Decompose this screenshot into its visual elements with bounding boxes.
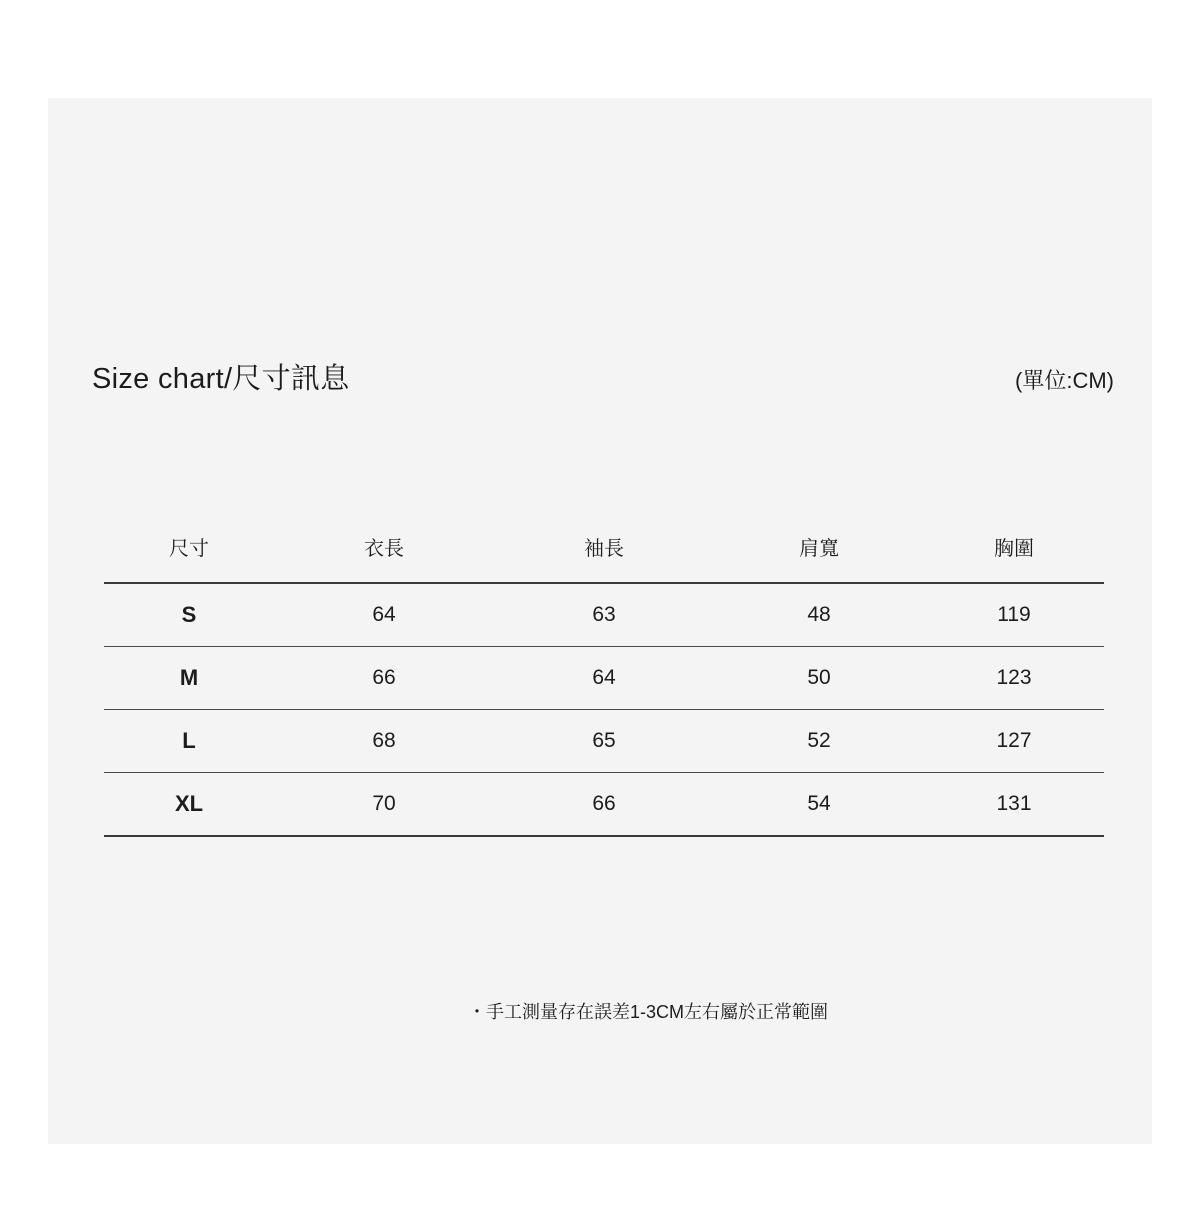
- page-title: Size chart/尺寸訊息: [92, 363, 350, 395]
- cell-size: L: [104, 710, 274, 773]
- column-header-chest: 胸圍: [924, 510, 1104, 583]
- cell-sleeve: 66: [494, 773, 714, 837]
- cell-size: XL: [104, 773, 274, 837]
- cell-chest: 123: [924, 647, 1104, 710]
- table-row: [104, 583, 1104, 647]
- size-table: [104, 510, 1104, 837]
- column-header-shoulder: 肩寬: [714, 510, 924, 583]
- cell-chest: 127: [924, 710, 1104, 773]
- cell-length: 64: [274, 583, 494, 647]
- cell-sleeve: 64: [494, 647, 714, 710]
- unit-note: (單位:CM): [1015, 368, 1114, 393]
- table-row: [104, 647, 1104, 710]
- cell-size: M: [104, 647, 274, 710]
- cell-size: S: [104, 583, 274, 647]
- measurement-footnote: ・手工測量存在誤差1-3CM左右屬於正常範圍: [467, 1002, 828, 1022]
- cell-shoulder: 54: [714, 773, 924, 837]
- column-header-size: 尺寸: [104, 510, 274, 583]
- cell-length: 66: [274, 647, 494, 710]
- cell-shoulder: 50: [714, 647, 924, 710]
- column-header-length: 衣長: [274, 510, 494, 583]
- table-row: [104, 710, 1104, 773]
- cell-shoulder: 52: [714, 710, 924, 773]
- cell-sleeve: 63: [494, 583, 714, 647]
- cell-shoulder: 48: [714, 583, 924, 647]
- cell-sleeve: 65: [494, 710, 714, 773]
- cell-chest: 131: [924, 773, 1104, 837]
- table-row: [104, 773, 1104, 837]
- cell-length: 70: [274, 773, 494, 837]
- size-chart-panel: [48, 98, 1152, 1144]
- size-chart-header: [92, 356, 1114, 397]
- table-header-row: [104, 510, 1104, 583]
- column-header-sleeve: 袖長: [494, 510, 714, 583]
- cell-chest: 119: [924, 583, 1104, 647]
- cell-length: 68: [274, 710, 494, 773]
